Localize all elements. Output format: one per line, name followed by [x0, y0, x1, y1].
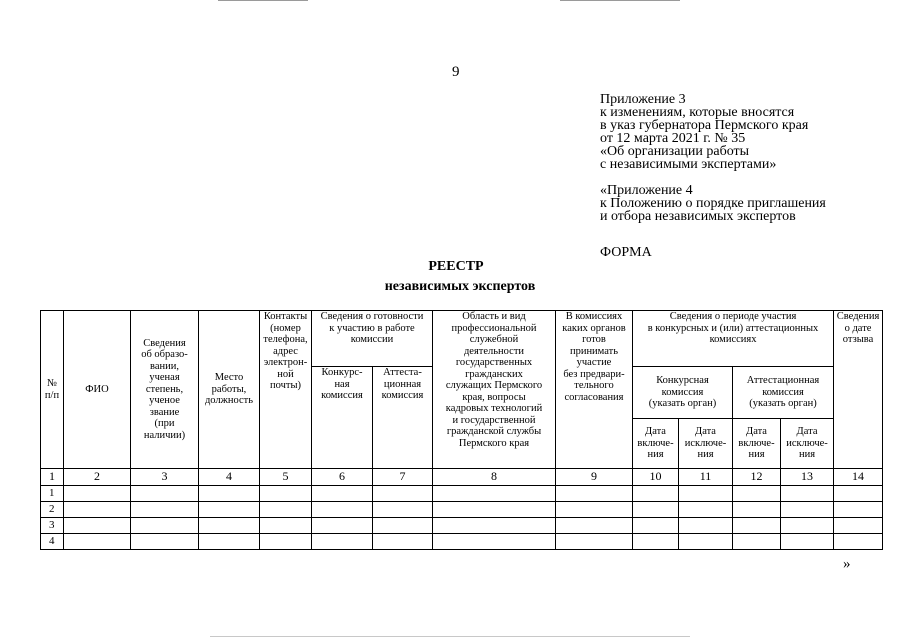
header-readiness-group: [312, 311, 433, 367]
table-cell: [834, 518, 883, 534]
header-education: [131, 311, 199, 469]
header-text: В комиссиях каких органов готов принимать участие без предвари- тельного согласования: [562, 311, 626, 403]
column-number: 3: [131, 469, 199, 486]
header-exclusion-date: [679, 419, 733, 469]
table-cell: [733, 486, 781, 502]
table-cell: [312, 518, 373, 534]
table-row: [41, 502, 883, 518]
header-text: № п/п: [44, 378, 60, 401]
table-cell: [131, 518, 199, 534]
table-cell: [834, 486, 883, 502]
header-text: ФИО: [85, 383, 109, 395]
table-cell: [633, 534, 679, 550]
table-cell: [781, 518, 834, 534]
table-cell: [556, 518, 633, 534]
header-text: Дата исключе- ния: [786, 426, 828, 461]
table-cell: [199, 534, 260, 550]
header-revocation: [834, 311, 883, 469]
header-text: Сведения о периоде участия в конкурсных и (или) аттестационных комиссиях: [647, 311, 819, 345]
header-inclusion-date: [633, 419, 679, 469]
table-cell: [679, 534, 733, 550]
table-cell: [131, 486, 199, 502]
appendix-line: с независимыми экспертами»: [600, 157, 777, 172]
document-title: РЕЕСТР: [428, 259, 484, 274]
appendix-line: и отбора независимых экспертов: [600, 209, 796, 224]
column-number: 2: [64, 469, 131, 486]
table-cell: [373, 502, 433, 518]
scan-edge-line-right: [560, 0, 680, 1]
table-cell: [781, 486, 834, 502]
table-cell: [373, 534, 433, 550]
header-activity-area: [433, 311, 556, 469]
table-cell: [260, 534, 312, 550]
appendix-line: в указ губернатора Пермского края: [600, 118, 809, 133]
row-number: 2: [41, 502, 64, 518]
scan-edge-line-left: [218, 0, 308, 1]
column-number: 5: [260, 469, 312, 486]
column-number: 4: [199, 469, 260, 486]
column-number: 10: [633, 469, 679, 486]
table-cell: [433, 486, 556, 502]
table-cell: [679, 518, 733, 534]
table-cell: [131, 502, 199, 518]
header-text: Сведения о дате отзыва: [836, 311, 880, 345]
row-number: 4: [41, 534, 64, 550]
appendix-line: «Приложение 4: [600, 183, 693, 198]
header-workplace: [199, 311, 260, 469]
table-cell: [199, 486, 260, 502]
table-cell: [260, 486, 312, 502]
table-cell: [433, 518, 556, 534]
appendix-line: «Об организации работы: [600, 144, 750, 159]
table-cell: [260, 518, 312, 534]
header-fio: [64, 311, 131, 469]
header-contacts: [260, 311, 312, 469]
column-numbers-row: [41, 469, 883, 486]
spacer: [600, 223, 826, 236]
header-attestation-group: [733, 367, 834, 419]
table-cell: [433, 502, 556, 518]
table-cell: [433, 534, 556, 550]
table-cell: [64, 534, 131, 550]
table-row: [41, 534, 883, 550]
table-row: [41, 518, 883, 534]
table-cell: [733, 502, 781, 518]
table-cell: [373, 518, 433, 534]
header-text: Конкурс- ная комиссия: [321, 367, 363, 401]
appendix-block: [600, 93, 826, 259]
header-text: Дата исключе- ния: [684, 426, 727, 461]
appendix-line: к изменениям, которые вносятся: [600, 105, 795, 120]
appendix-line: к Положению о порядке приглашения: [600, 196, 826, 211]
header-text: Сведения об образо- вании, ученая степень, ученое звание (при наличии): [141, 337, 188, 441]
table-cell: [64, 518, 131, 534]
header-inclusion-date: [733, 419, 781, 469]
table-cell: [834, 502, 883, 518]
table-cell: [633, 518, 679, 534]
column-number: 13: [781, 469, 834, 486]
table-cell: [199, 518, 260, 534]
column-number: 6: [312, 469, 373, 486]
header-exclusion-date: [781, 419, 834, 469]
column-number: 8: [433, 469, 556, 486]
header-text: Аттеста- ционная комиссия: [381, 367, 424, 401]
table-cell: [679, 486, 733, 502]
column-number: 7: [373, 469, 433, 486]
appendix-line: от 12 марта 2021 г. № 35: [600, 131, 746, 146]
scan-bottom-line: [210, 636, 690, 637]
table-cell: [556, 534, 633, 550]
header-text: Место работы, должность: [204, 372, 254, 407]
table-cell: [312, 534, 373, 550]
appendix-line: Приложение 3: [600, 92, 686, 107]
header-text: Дата включе- ния: [738, 426, 775, 461]
table-cell: [733, 518, 781, 534]
table-cell: [64, 502, 131, 518]
page-number: 9: [452, 64, 460, 80]
header-text: Дата включе- ния: [637, 426, 674, 461]
column-number: 1: [41, 469, 64, 486]
table-cell: [781, 502, 834, 518]
document-subtitle: независимых экспертов: [384, 279, 536, 294]
header-text: Аттестационная комиссия (указать орган): [746, 375, 820, 410]
table-cell: [834, 534, 883, 550]
header-number: [41, 311, 64, 469]
header-agencies: [556, 311, 633, 469]
column-number: 11: [679, 469, 733, 486]
header-competitive-commission: [312, 367, 373, 469]
header-attestation-commission: [373, 367, 433, 469]
table-cell: [556, 486, 633, 502]
header-competitive-group: [633, 367, 733, 419]
closing-quote: »: [843, 556, 851, 572]
header-text: Сведения о готовности к участию в работе комиссии: [320, 311, 424, 345]
table-cell: [131, 534, 199, 550]
table-cell: [733, 534, 781, 550]
table-cell: [556, 502, 633, 518]
table-row: [41, 486, 883, 502]
row-number: 3: [41, 518, 64, 534]
table-cell: [312, 502, 373, 518]
header-text: Конкурсная комиссия (указать орган): [648, 375, 717, 410]
form-label: ФОРМА: [600, 245, 652, 260]
header-period-group: [633, 311, 834, 367]
table-cell: [781, 534, 834, 550]
table-cell: [312, 486, 373, 502]
column-number: 9: [556, 469, 633, 486]
registry-table: [40, 310, 883, 550]
header-text: Контакты (номер телефона, адрес электрон- ной почты): [263, 311, 308, 391]
table-cell: [373, 486, 433, 502]
column-number: 12: [733, 469, 781, 486]
table-cell: [633, 502, 679, 518]
header-text: Область и вид профессиональной служебной деятельности государственных гражданских служащих Пермского края, вопросы кадровых технологий и государственной гражданской службы Пермского края: [445, 311, 543, 449]
row-number: 1: [41, 486, 64, 502]
table-cell: [633, 486, 679, 502]
column-number: 14: [834, 469, 883, 486]
table-cell: [64, 486, 131, 502]
table-cell: [679, 502, 733, 518]
table-cell: [260, 502, 312, 518]
table-cell: [199, 502, 260, 518]
